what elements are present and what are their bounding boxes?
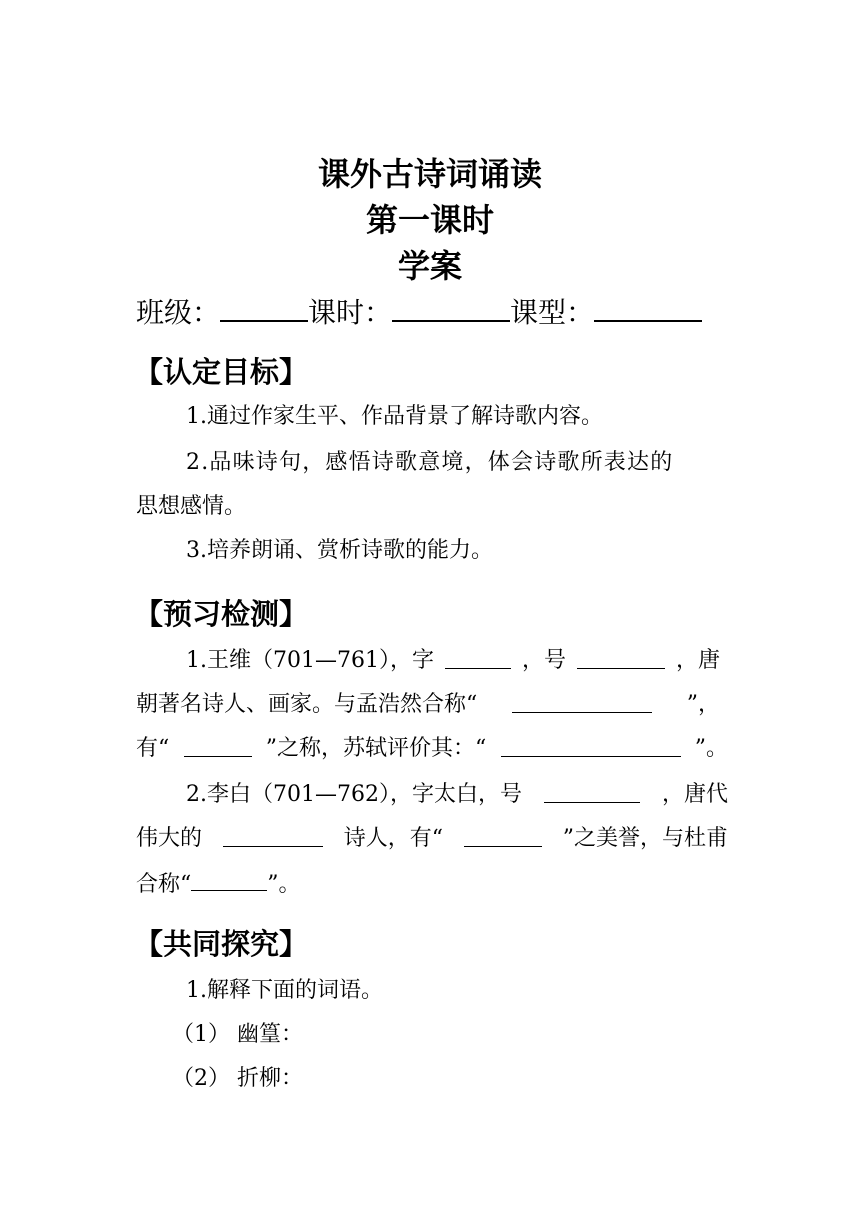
epithet-blank[interactable] (184, 734, 252, 757)
preview-text: ，号 (521, 648, 566, 673)
preview-text: ，唐代 (661, 782, 728, 807)
section-explore-heading: 【共同探究】 (134, 927, 309, 961)
preview-text: ，唐 (675, 648, 720, 673)
courtesy-name-blank[interactable] (445, 646, 511, 669)
preview-text: ”， (686, 692, 720, 717)
type-label: 课型： (510, 296, 595, 329)
goal-1: 1.通过作家生平、作品背景了解诗歌内容。 (186, 404, 603, 429)
period-blank[interactable] (392, 290, 510, 322)
preview-text: 有“ (136, 736, 170, 761)
preview-text: 合称“ (136, 872, 192, 897)
joint-name-blank[interactable] (191, 868, 267, 891)
section-goals-heading: 【认定目标】 (134, 355, 309, 389)
class-label: 班级： (136, 296, 221, 329)
honorific-blank[interactable] (464, 824, 542, 847)
preview-q2-line-2 (136, 824, 728, 854)
preview-text: 2.李白（701—762），字太白，号 (186, 782, 522, 807)
goal-2-line-2: 思想感情。 (136, 494, 247, 519)
preview-text: ”。 (267, 872, 301, 897)
preview-text: ”之称，苏轼评价其：“ (265, 736, 487, 761)
preview-q2-line-3 (136, 868, 728, 900)
preview-text: 伟大的 (136, 826, 203, 851)
document-type: 学案 (397, 247, 462, 285)
type-blank[interactable] (594, 290, 702, 322)
preview-q1-line-1 (186, 646, 720, 676)
explore-item-1: （1） 幽篁： (172, 1022, 303, 1047)
pseudonym-blank[interactable] (577, 646, 665, 669)
period-label: 课时： (308, 296, 393, 329)
lesson-subtitle: 第一课时 (365, 201, 494, 239)
goal-2-line-1: 2.品味诗句，感悟诗歌意境，体会诗歌所表达的 (186, 450, 674, 475)
joint-title-blank[interactable] (512, 690, 652, 713)
page-title: 课外古诗词诵读 (317, 155, 542, 193)
su-shi-comment-blank[interactable] (501, 734, 681, 757)
preview-q1-line-3 (136, 734, 728, 764)
explore-item-2: （2） 折柳： (172, 1066, 303, 1091)
preview-text: ”。 (694, 736, 728, 761)
preview-q2-line-1 (186, 780, 728, 810)
li-bai-pseudonym-blank[interactable] (544, 780, 640, 803)
preview-q1-line-2 (136, 690, 720, 720)
explore-intro: 1.解释下面的词语。 (186, 978, 383, 1003)
preview-text: 1.王维（701—761），字 (186, 648, 434, 673)
poet-type-blank[interactable] (223, 824, 323, 847)
preview-text: ”之美誉，与杜甫 (562, 826, 728, 851)
class-blank[interactable] (220, 290, 308, 322)
preview-text: 诗人，有“ (343, 826, 443, 851)
info-row (136, 290, 736, 333)
goal-3: 3.培养朗诵、赏析诗歌的能力。 (186, 538, 493, 563)
section-preview-heading: 【预习检测】 (134, 597, 309, 631)
preview-text: 朝著名诗人、画家。与孟浩然合称“ (136, 692, 478, 717)
